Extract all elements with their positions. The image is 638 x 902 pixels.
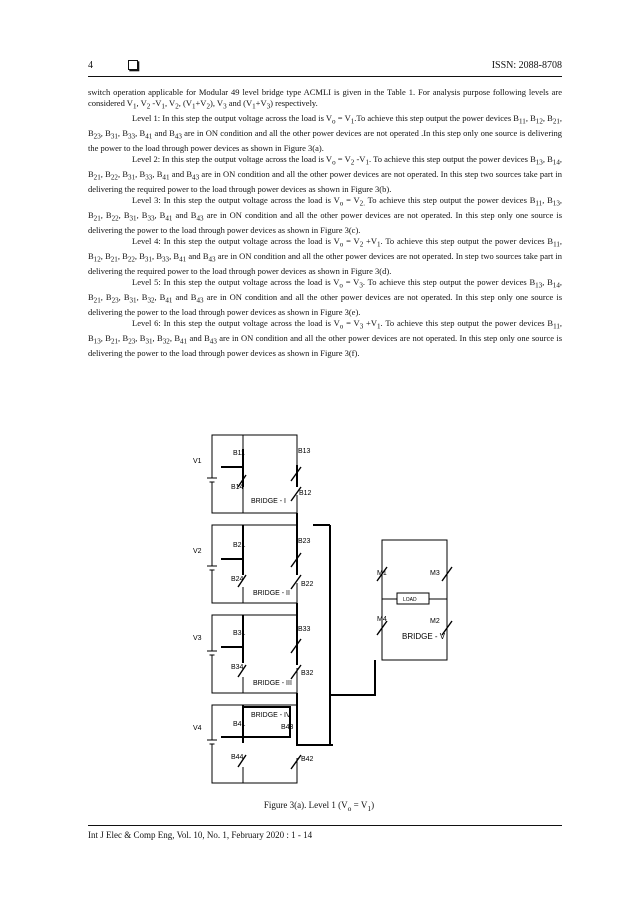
bridge-label: BRIDGE - II xyxy=(253,590,290,597)
switch-label: M2 xyxy=(430,618,440,625)
bridge-label: BRIDGE - V xyxy=(402,632,446,641)
body-text xyxy=(88,87,562,359)
switch-label: B11 xyxy=(233,450,245,457)
switch-label: B23 xyxy=(298,538,311,545)
paragraph-level-5: Level 5: In this step the output voltage across the load is $V_o = V_3$. To achieve this step output the power devices $B_{13}$, $B_{14}$, $B_{21}$, $B_{23}$, $B_{31}$, $B_{32}$, $B_{41}$ and $B_{43}$ are in ON condition and all the other power devices are not operated. In this step only one source is delivering the power to the load through power devices as shown in Figure 3(e). xyxy=(88,277,563,317)
bridge-3 xyxy=(212,615,301,705)
switch-label: B12 xyxy=(299,490,312,497)
bridge-2 xyxy=(212,525,301,615)
footer-rule xyxy=(88,825,562,826)
paragraph-level-4: Level 4: In this step the output voltage across the load is $V_o = V_2 +V_1$. To achieve this step output the power devices $B_{11}$, $B_{12}$, $B_{21}$, $B_{22}$, $B_{31}$, $B_{33}$, $B_{41}$ and $B_{43}$ are in ON condition and all the other power devices are not operated. In step two sources take part in delivering the required power to the load through power devices as shown in Figure 3(d). xyxy=(88,236,563,276)
switch-label: B13 xyxy=(298,448,311,455)
paragraph: switch operation applicable for Modular 49 level bridge type ACMLI is given in the Table 1. For analysis purpose following levels are considered $V_1$, $V_2$ $-V_1$, $V_2$, $(V_1+V_2)$, $V_3$ and $(V_1+V_3)$ respectively. xyxy=(88,87,562,111)
switch-label: B43 xyxy=(281,724,294,731)
page-number: 4 xyxy=(88,60,93,71)
circuit-diagram-figure xyxy=(185,425,455,795)
issn-label: ISSN: 2088-8708 xyxy=(491,60,562,71)
source-v4 xyxy=(207,727,217,758)
figure-caption: Figure 3(a). Level 1 $(V_o = V_1)$ xyxy=(263,800,375,813)
load-label: LOAD xyxy=(403,597,417,603)
switch-label: B33 xyxy=(298,626,311,633)
switch-label: M4 xyxy=(377,616,387,623)
source-label: V4 xyxy=(193,725,202,732)
paragraph-level-1: Level 1: In this step the output voltage across the load is $V_o = V_1.To$ achieve this step output the power devices $B_{11}$, $B_{12}$, $B_{21}$, $B_{23}$, $B_{31}$, $B_{33}$, $B_{41}$ and $B_{43}$ are in ON condition and all the other power devices are not operated .In this step only one source is delivering the power to the load through power devices as shown in Figure 3(a). xyxy=(88,113,563,153)
switch-label: B34 xyxy=(231,664,244,671)
bridge-1 xyxy=(212,435,330,533)
bridge-label: BRIDGE - I xyxy=(251,498,287,505)
source-label: V2 xyxy=(193,548,202,555)
switch-label: M3 xyxy=(430,570,440,577)
checkbox-bullet-icon xyxy=(128,60,138,70)
page-footer: Int J Elec & Comp Eng, Vol. 10, No. 1, February 2020 : 1 - 14 xyxy=(88,830,313,840)
paragraph-level-2: Level 2: In this step the output voltage across the load is $V_o = V_2$ $-V_1$. To achieve this step output the power devices $B_{13}$, $B_{14}$, $B_{21}$, $B_{22}$, $B_{31}$, $B_{33}$, $B_{41}$ and $B_{43}$ are in ON condition and all the other power devices are not operated. In this step two sources take part in delivering the required power to the load through power devices as shown in Figure 3(b). xyxy=(88,154,563,194)
switch-label: B14 xyxy=(231,484,244,491)
page-header xyxy=(88,60,562,74)
source-v1 xyxy=(207,465,217,495)
switch-label: B31 xyxy=(233,630,246,637)
bridge-label: BRIDGE - IV xyxy=(251,712,291,719)
switch-label: B22 xyxy=(301,581,314,588)
switch-label: M1 xyxy=(377,570,387,577)
paragraph-level-6: Level 6: In this step the output voltage across the load is $V_o = V_3 +V_1$. To achieve this step output the power devices $B_{11}$, $B_{13}$, $B_{21}$, $B_{23}$, $B_{31}$, $B_{32}$, $B_{41}$ and $B_{43}$ are in ON condition and all the other power devices are not operated. In this step only one source is delivering the power to the load through power devices as shown in Figure 3(f). xyxy=(88,318,563,358)
source-label: V1 xyxy=(193,458,202,465)
switch-label: B44 xyxy=(231,754,244,761)
paragraph-level-3: Level 3: In this step the output voltage across the load is $V_o = V_{2.}$ To achieve this step output the power devices $B_{11}$, $B_{13}$, $B_{21}$, $B_{22}$, $B_{31}$, $B_{33}$, $B_{41}$ and $B_{43}$ are in ON condition and all the other power devices are not operated. In this step only one source is delivering the power to the load through power devices as shown in Figure 3(c). xyxy=(88,195,563,235)
switch-label: B41 xyxy=(233,721,246,728)
source-v2 xyxy=(207,553,217,583)
source-label: V3 xyxy=(193,635,202,642)
switch-label: B24 xyxy=(231,576,244,583)
switch-label: B21 xyxy=(233,542,246,549)
bridge-label: BRIDGE - III xyxy=(253,680,292,687)
switch-label: B32 xyxy=(301,670,314,677)
source-v3 xyxy=(207,638,217,668)
switch-label: B42 xyxy=(301,756,314,763)
header-rule xyxy=(88,76,562,77)
